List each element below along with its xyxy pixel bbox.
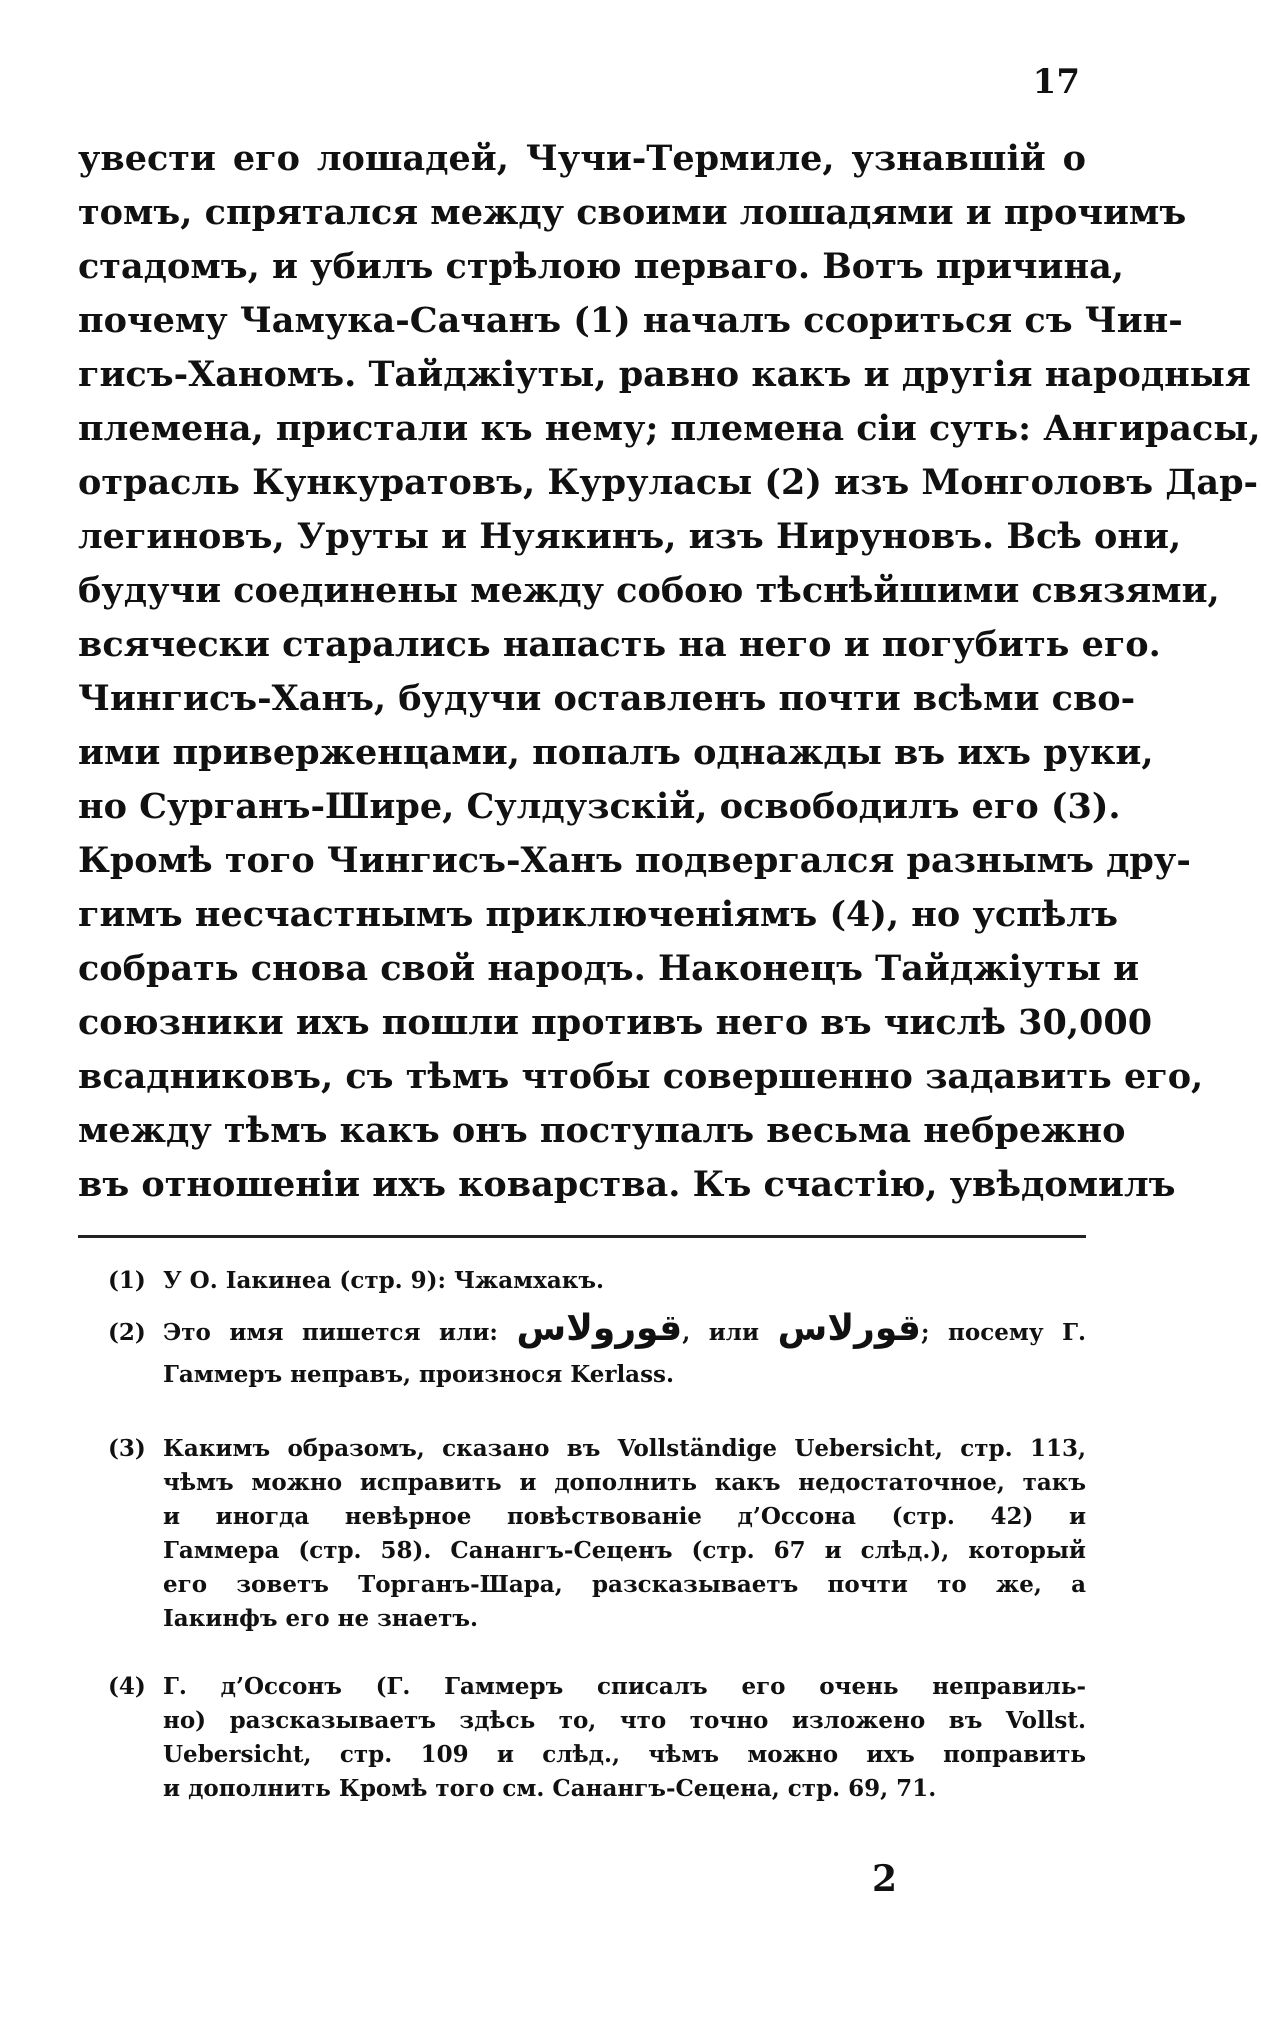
footnote-3 — [108, 1432, 1086, 1636]
text-line: въ отношеніи ихъ коварства. Къ счастію, увѣдомилъ — [78, 1164, 1176, 1205]
footnote-text: Это имя пишется или: — [163, 1319, 498, 1346]
footnote-line: Uebersicht, стр. 109 и слѣд., чѣмъ можно ихъ поправить — [163, 1741, 1086, 1768]
text-line: будучи соединены между собою тѣснѣйшими связями, — [78, 570, 1220, 611]
text-line: увести его лошадей, Чучи-Термиле, узнавшій о — [78, 138, 1086, 179]
text-line: томъ, спрятался между своими лошадями и прочимъ — [78, 192, 1187, 233]
text-line: стадомъ, и убилъ стрѣлою перваго. Вотъ причина, — [78, 246, 1124, 287]
text-line: Кромѣ того Чингисъ-Ханъ подвергался разнымъ дру- — [78, 840, 1191, 881]
footnote-line — [108, 1670, 1086, 1704]
arabic-spelling: قورولاس — [516, 1308, 683, 1349]
footnote-text: Г. д’Оссонъ (Г. Гаммеръ списалъ его очень неправиль- — [163, 1673, 1086, 1700]
footnote-line — [108, 1308, 1086, 1350]
footnote-line — [108, 1264, 1086, 1298]
footnote-4 — [108, 1670, 1086, 1806]
footnote-line: Гаммера (стр. 58). Санангъ-Сеценъ (стр. 67 и слѣд.), который — [163, 1537, 1086, 1564]
footnote-marker: (4) — [108, 1673, 146, 1700]
text-line: союзники ихъ пошли противъ него въ числѣ 30,000 — [78, 1002, 1153, 1043]
footnote-marker: (1) — [108, 1267, 146, 1294]
footnote-2 — [108, 1308, 1086, 1392]
footnote-line: чѣмъ можно исправить и дополнить какъ недостаточное, такъ — [163, 1469, 1086, 1496]
footnote-marker: (2) — [108, 1319, 146, 1346]
page-number: 17 — [1032, 62, 1080, 102]
footnote-line: Гаммеръ неправъ, произнося Kerlass. — [163, 1361, 674, 1388]
footnote-marker: (3) — [108, 1435, 146, 1462]
text-line: между тѣмъ какъ онъ поступалъ весьма небрежно — [78, 1110, 1126, 1151]
text-line: ими приверженцами, попалъ однажды въ ихъ руки, — [78, 732, 1154, 773]
main-text — [78, 132, 1261, 1212]
footnote-line: его зоветъ Торганъ-Шара, разсказываетъ почти то же, а — [163, 1571, 1086, 1598]
footnote-text: ; посему Г. — [921, 1319, 1086, 1346]
footnote-1 — [108, 1264, 1086, 1298]
footnote-separator — [78, 1235, 1086, 1238]
footnote-text: У О. Іакинеа (стр. 9): Чжамхакъ. — [163, 1267, 605, 1294]
text-line: легиновъ, Уруты и Нуякинъ, изъ Нируновъ. Всѣ они, — [78, 516, 1182, 557]
text-line: отрасль Кункуратовъ, Куруласы (2) изъ Монголовъ Дар- — [78, 462, 1259, 503]
text-line: гисъ-Ханомъ. Тайджіуты, равно какъ и другія народныя — [78, 354, 1251, 395]
text-line: всячески старались напасть на него и погубить его. — [78, 624, 1161, 665]
footnote-line — [108, 1432, 1086, 1466]
text-line: гимъ несчастнымъ приключеніямъ (4), но успѣлъ — [78, 894, 1118, 935]
signature-mark: 2 — [872, 1858, 898, 1900]
text-line: почему Чамука-Сачанъ (1) началъ ссориться съ Чин- — [78, 300, 1183, 341]
footnote-line: и дополнить Кромѣ того см. Санангъ-Сецена, стр. 69, 71. — [163, 1775, 937, 1802]
footnote-text: Какимъ образомъ, сказано въ Vollständige Uebersicht, стр. 113, — [163, 1435, 1086, 1462]
text-line: всадниковъ, съ тѣмъ чтобы совершенно задавить его, — [78, 1056, 1204, 1097]
text-line: но Сурганъ-Шире, Сулдузскій, освободилъ его (3). — [78, 786, 1121, 827]
arabic-spelling: قورلاس — [777, 1308, 921, 1349]
text-line: Чингисъ-Ханъ, будучи оставленъ почти всѣми сво- — [78, 678, 1136, 719]
footnote-line: Іакинфъ его не знаетъ. — [163, 1605, 479, 1632]
text-line: племена, пристали къ нему; племена сіи суть: Ангирасы, — [78, 408, 1261, 449]
footnote-text: , или — [682, 1319, 760, 1346]
text-line: собрать снова свой народъ. Наконецъ Тайджіуты и — [78, 948, 1140, 989]
footnote-line: но) разсказываетъ здѣсь то, что точно изложено въ Vollst. — [163, 1707, 1086, 1734]
footnote-line: и иногда невѣрное повѣствованіе д’Оссона (стр. 42) и — [163, 1503, 1086, 1530]
